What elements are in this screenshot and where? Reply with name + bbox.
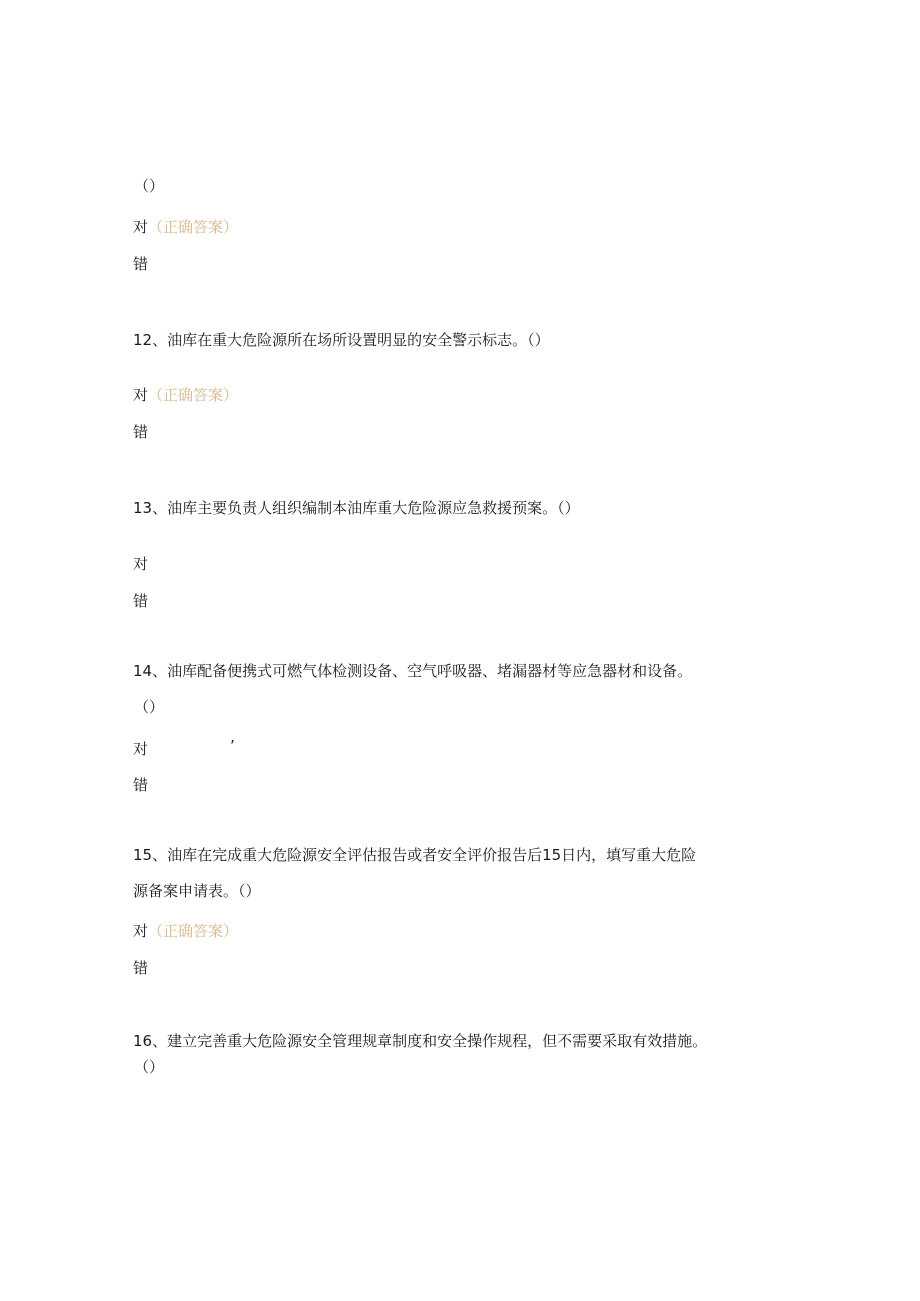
q13-option-true[interactable] <box>133 554 148 574</box>
q12-true-label: 对 <box>133 386 149 404</box>
q12-question: 12、油库在重大危险源所在场所设置明显的安全警示标志。（） <box>133 331 550 349</box>
q11-correct-answer-tag: （正确答案） <box>148 218 239 236</box>
q13-true-label: 对 <box>133 555 149 573</box>
q14-option-true[interactable] <box>133 739 148 759</box>
q11-option-false[interactable]: 错 <box>133 255 149 273</box>
q15-option-true[interactable] <box>133 921 238 941</box>
q15-option-false[interactable]: 错 <box>133 959 149 977</box>
q13-option-false[interactable]: 错 <box>133 592 149 610</box>
q14-option-false[interactable]: 错 <box>133 776 149 794</box>
q15-true-label: 对 <box>133 922 149 940</box>
q11-true-label: 对 <box>133 218 149 236</box>
q16-paren: （） <box>134 1058 165 1076</box>
q14-paren: （） <box>134 698 165 716</box>
q12-option-false[interactable]: 错 <box>133 423 149 441</box>
q15-question-line2: 源备案申请表。（） <box>133 882 261 900</box>
q11-paren: （） <box>134 177 165 195</box>
q12-correct-answer-tag: （正确答案） <box>148 386 239 404</box>
q16-question: 16、建立完善重大危险源安全管理规章制度和安全操作规程，但不需要采取有效措施。 <box>133 1032 708 1050</box>
stray-mark: ’ <box>230 737 235 755</box>
q14-true-label: 对 <box>133 740 149 758</box>
q12-option-true[interactable] <box>133 385 238 405</box>
q14-question: 14、油库配备便携式可燃气体检测设备、空气呼吸器、堵漏器材等应急器材和设备。 <box>133 662 693 680</box>
q15-question-line1: 15、油库在完成重大危险源安全评估报告或者安全评价报告后15日内，填写重大危险 <box>133 846 697 864</box>
q15-correct-answer-tag: （正确答案） <box>148 922 239 940</box>
q11-option-true[interactable] <box>133 217 238 237</box>
q13-question: 13、油库主要负责人组织编制本油库重大危险源应急救援预案。（） <box>133 499 580 517</box>
